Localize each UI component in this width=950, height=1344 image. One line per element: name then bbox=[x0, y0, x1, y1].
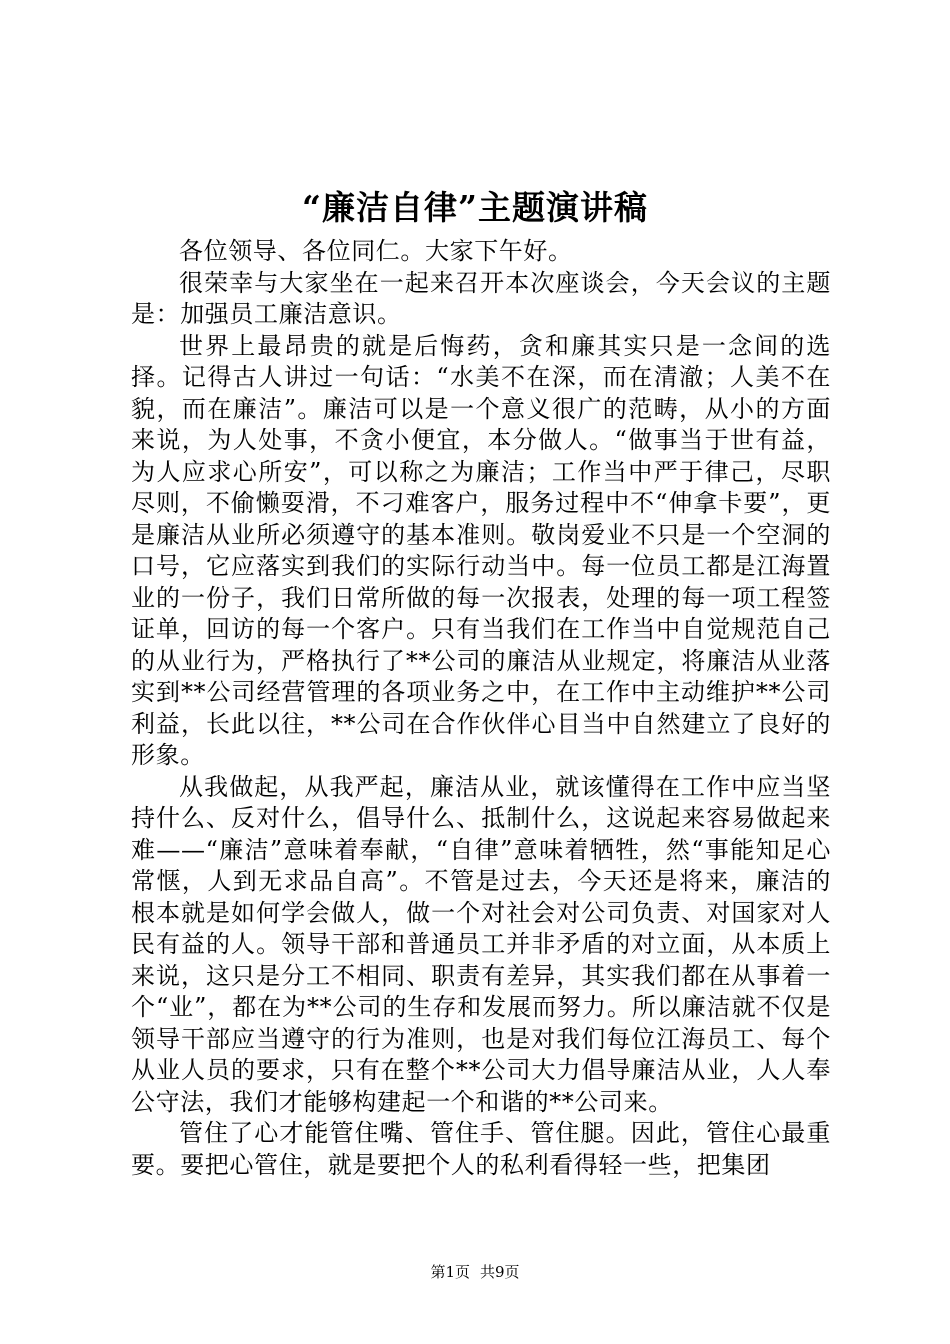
paragraph-integrity: 世界上最昂贵的就是后悔药，贪和廉其实只是一念间的选择。记得古人讲过一句话：“水美不在深，而在清澈；人美不在貌，而在廉洁”。廉洁可以是一个意义很广的范畴，从小的方面来说，为人处事，不贪小便宜，本分做人。“做事当于世有益，为人应求心所安”，可以称之为廉洁；工作当中严于律己，尽职尽则，不偷懒耍滑，不刁难客户，服务过程中不“伸拿卡要”，更是廉洁从业所必须遵守的基本准则。敬岗爱业不只是一个空洞的口号，它应落实到我们的实际行动当中。每一位员工都是江海置业的一份子，我们日常所做的每一次报表，处理的每一项工程签证单，回访的每一个客户。只有当我们在工作当中自觉规范自己的从业行为，严格执行了**公司的廉洁从业规定，将廉洁从业落实到**公司经营管理的各项业务之中，在工作中主动维护**公司利益，长此以往，**公司在合作伙伴心目当中自然建立了良好的形象。 bbox=[131, 331, 831, 769]
document-body bbox=[131, 236, 831, 1181]
paragraph-mind: 管住了心才能管住嘴、管住手、管住腿。因此，管住心最重要。要把心管住，就是要把个人的私利看得轻一些，把集团 bbox=[131, 1119, 831, 1179]
paragraph-greeting: 各位领导、各位同仁。大家下午好。 bbox=[179, 237, 573, 265]
document-title: “廉洁自律”主题演讲稿 bbox=[302, 188, 648, 227]
page-footer bbox=[0, 1262, 950, 1282]
page-number: 第1页 bbox=[430, 1263, 470, 1281]
page-total: 共9页 bbox=[480, 1263, 520, 1281]
paragraph-intro: 很荣幸与大家坐在一起来召开本次座谈会，今天会议的主题是：加强员工廉洁意识。 bbox=[131, 268, 831, 328]
paragraph-self-discipline: 从我做起，从我严起，廉洁从业，就该懂得在工作中应当坚持什么、反对什么，倡导什么、抵制什么，这说起来容易做起来难——“廉洁”意味着奉献，“自律”意味着牺牲，然“事能知足心常惬，人到无求品自高”。不管是过去，今天还是将来，廉洁的根本就是如何学会做人，做一个对社会对公司负责、对国家对人民有益的人。领导干部和普通员工并非矛盾的对立面，从本质上来说，这只是分工不相同、职责有差异，其实我们都在从事着一个“业”，都在为**公司的生存和发展而努力。所以廉洁就不仅是领导干部应当遵守的行为准则，也是对我们每位江海员工、每个从业人员的要求，只有在整个**公司大力倡导廉洁从业，人人奉公守法，我们才能够构建起一个和谐的**公司来。 bbox=[131, 772, 831, 1116]
